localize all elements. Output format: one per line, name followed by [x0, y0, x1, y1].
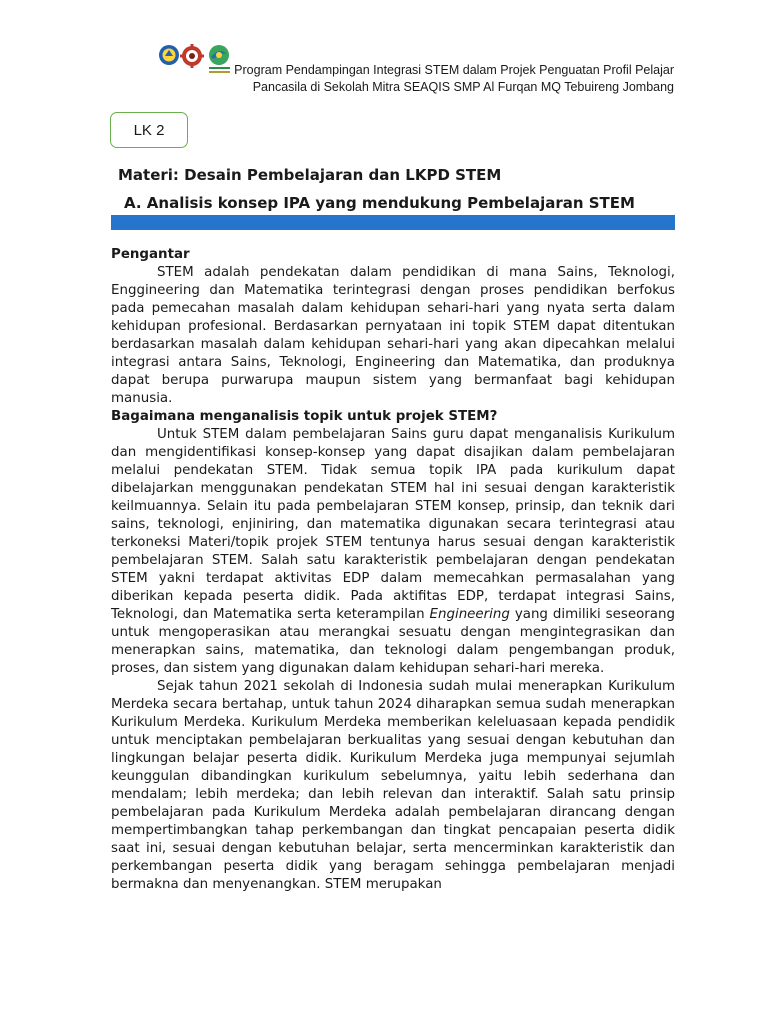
header-line-1: Program Pendampingan Integrasi STEM dalam Projek Penguatan Profil Pelajar — [234, 63, 674, 77]
lk-label: LK 2 — [133, 121, 165, 139]
lk-label-box — [110, 112, 188, 148]
analysis-text-part-1: Untuk STEM dalam pembelajaran Sains guru dapat menganalisis Kurikulum dan mengidentifikasi konsep-konsep yang dapat disajikan dalam pembelajaran melalui pendekatan STEM. Tidak semua topik IPA pada kurikulum dapat dibelajarkan menggunakan pendekatan STEM hal ini sesuai dengan karakteristik keilmuannya. Selain itu pada pembelajaran STEM konsep, prinsip, dan teknik dari sains, teknologi, enjiniring, dan matematika digunakan secara terintegrasi atau terkoneksi Materi/topik projek STEM tentunya harus sesuai dengan karakteristik pembelajaran STEM. Salah satu karakteristik pembelajaran dengan pendekatan STEM yakni terdapat aktivitas EDP dalam memecahkan permasalahan yang diberikan kepada peserta didik. Pada aktifitas EDP, terdapat integrasi Sains, Teknologi, dan Matematika serta keterampilan — [111, 427, 675, 622]
page-title: Materi: Desain Pembelajaran dan LKPD STEM — [118, 166, 502, 184]
logo-group — [158, 42, 232, 78]
document-body — [111, 246, 675, 894]
program-header — [234, 62, 674, 96]
section-heading: A. Analisis konsep IPA yang mendukung Pembelajaran STEM — [124, 194, 635, 212]
analysis-heading: Bagaimana menganalisis topik untuk projek STEM? — [111, 409, 498, 424]
analysis-paragraph — [111, 426, 675, 678]
tut-wuri-handayani-logo — [159, 45, 179, 65]
pengantar-paragraph: STEM adalah pendekatan dalam pendidikan di mana Sains, Teknologi, Enggineering dan Matematika terintegrasi dengan proses pendidikan berfokus pada pemecahan masalah dalam kehidupan sehari-hari yang nyata serta dalam kehidupan profesional. Berdasarkan pernyataan ini topik STEM dapat ditentukan berdasarkan masalah dalam kehidupan sehari-hari yang akan dipecahkan melalui integrasi antara Sains, Teknologi, Engineering dan Matematika, dan produknya dapat berupa purwarupa maupun sistem yang bermanfaat bagi kehidupan manusia. — [111, 265, 675, 406]
seameo-seaqis-logo — [209, 45, 230, 73]
pengantar-heading: Pengantar — [111, 247, 190, 262]
analysis-text-part-2: yang dimiliki seseorang untuk mengoperasikan atau merangkai sesuatu dengan mengintegrasikan dan menerapkan sains, matematika, dan teknologi dalam pengembangan produk, proses, dan sistem yang digunakan dalam kehidupan sehari-hari mereka. — [111, 607, 675, 676]
section-divider-bar — [111, 215, 675, 230]
analysis-italic-term: Engineering — [429, 607, 510, 622]
header-line-2: Pancasila di Sekolah Mitra SEAQIS SMP Al Furqan MQ Tebuireng Jombang — [252, 80, 674, 94]
gear-emblem-logo — [180, 44, 204, 68]
kurikulum-merdeka-paragraph: Sejak tahun 2021 sekolah di Indonesia sudah mulai menerapkan Kurikulum Merdeka secara bertahap, untuk tahun 2024 diharapkan semua sudah menerapkan Kurikulum Merdeka. Kurikulum Merdeka memberikan keleluasaan kepada pendidik untuk menciptakan pembelajaran berkualitas yang sesuai dengan kebutuhan dan lingkungan belajar peserta didik. Kurikulum Merdeka juga mempunyai sejumlah keunggulan dibandingkan kurikulum sebelumnya, yaitu lebih sederhana dan mendalam; lebih merdeka; dan lebih relevan dan interaktif. Salah satu prinsip pembelajaran pada Kurikulum Merdeka adalah pembelajaran dirancang dengan mempertimbangkan tahap perkembangan dan tingkat pencapaian peserta didik saat ini, sesuai dengan kebutuhan belajar, serta mencerminkan karakteristik dan perkembangan peserta didik yang beragam sehingga pembelajaran menjadi bermakna dan menyenangkan. STEM merupakan — [111, 679, 675, 892]
